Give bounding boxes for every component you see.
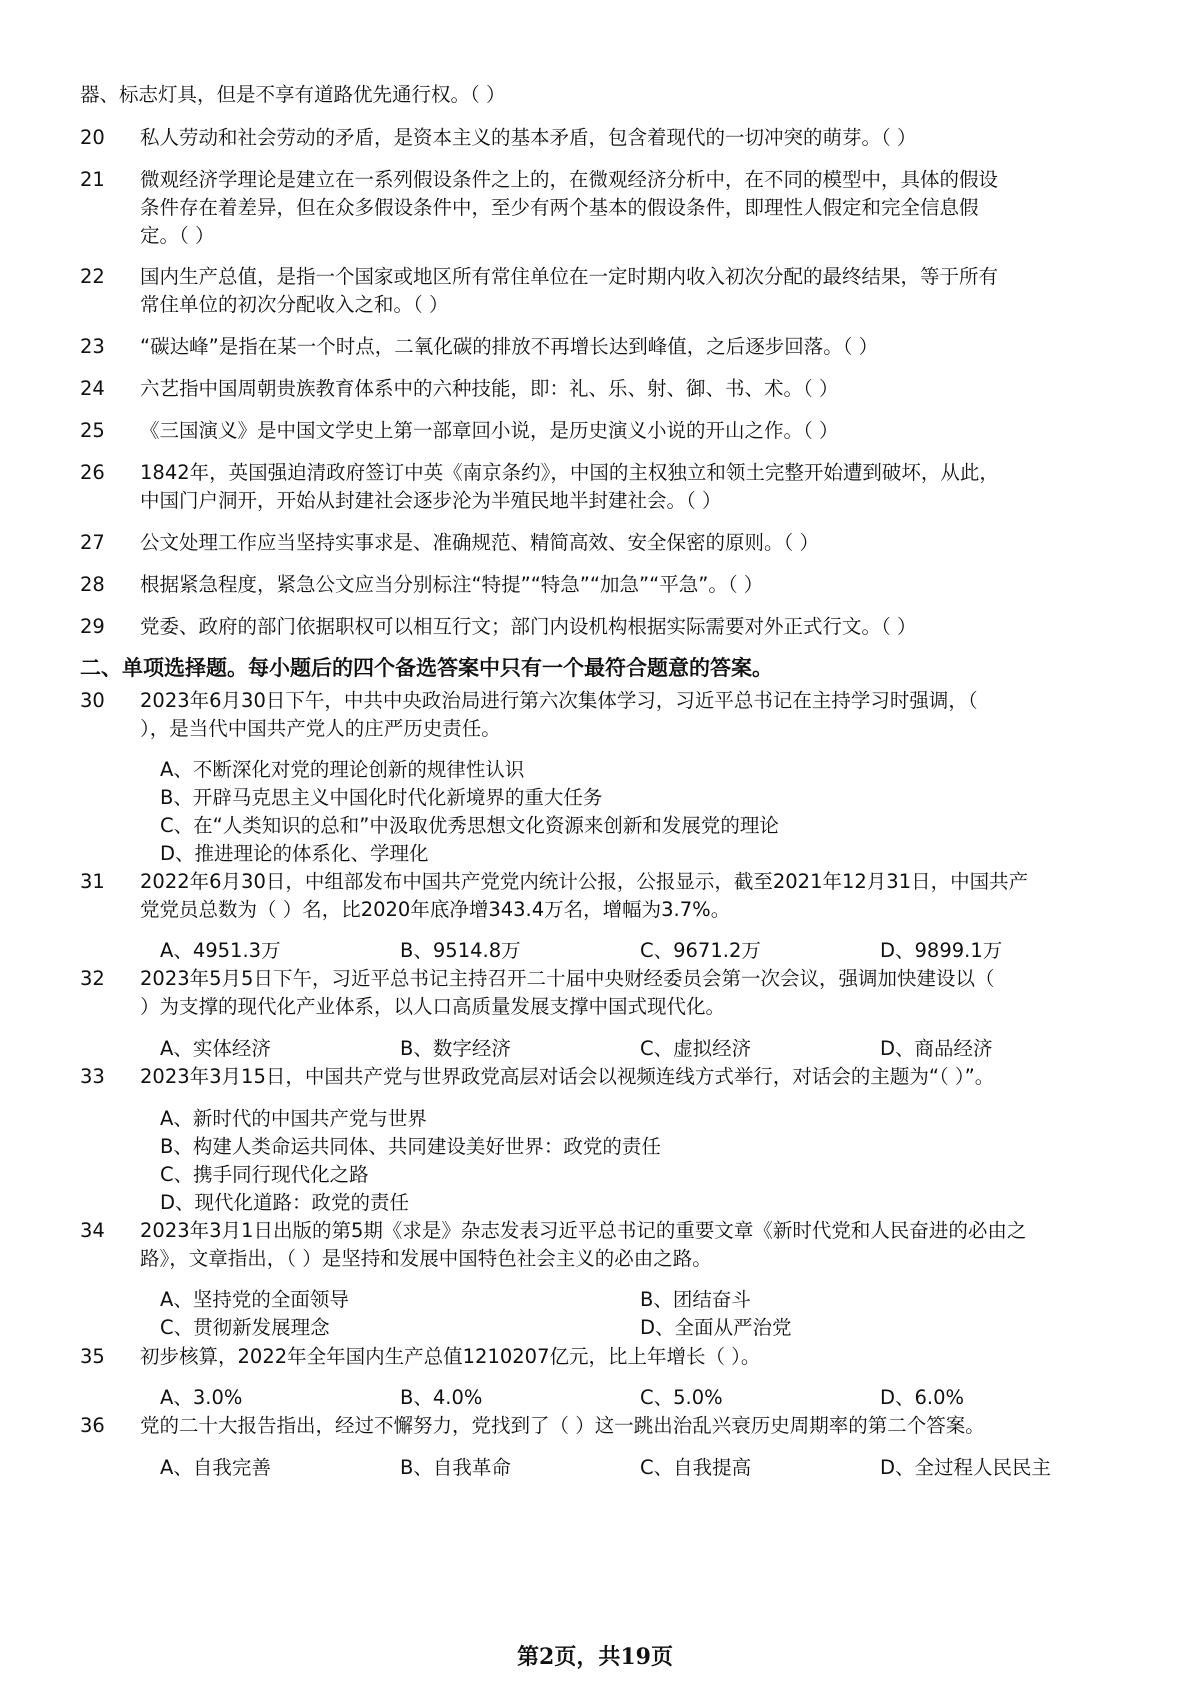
question-number: 36 xyxy=(80,1414,105,1437)
option-c: C、自我提高 xyxy=(640,1456,752,1479)
question-text: “碳达峰”是指在某一个时点，二氧化碳的排放不再增长达到峰值，之后逐步回落。（ ） xyxy=(140,335,879,358)
option-d: D、现代化道路：政党的责任 xyxy=(160,1191,410,1214)
option-d: D、全面从严治党 xyxy=(640,1316,792,1339)
question-text: 微观经济学理论是建立在一系列假设条件之上的，在微观经济分析中，在不同的模型中，具体的假设 xyxy=(140,168,999,191)
question-text: ）为支撑的现代化产业体系，以人口高质量发展支撑中国式现代化。 xyxy=(140,995,726,1018)
option-a: A、坚持党的全面领导 xyxy=(160,1288,349,1311)
question-number: 20 xyxy=(80,126,105,149)
question-number: 26 xyxy=(80,461,105,484)
option-a: A、3.0% xyxy=(160,1386,243,1409)
question-number: 23 xyxy=(80,335,105,358)
question-number: 22 xyxy=(80,265,105,288)
question-number: 27 xyxy=(80,531,105,554)
continuation-text: 器、标志灯具，但是不享有道路优先通行权。（ ） xyxy=(80,83,506,106)
question-text: 条件存在着差异，但在众多假设条件中，至少有两个基本的假设条件，即理性人假定和完全信息假 xyxy=(140,196,979,219)
question-text: 党党员总数为（ ）名，比2020年底净增343.4万名，增幅为3.7%。 xyxy=(140,898,731,921)
option-a: A、实体经济 xyxy=(160,1037,271,1060)
question-text: 党委、政府的部门依据职权可以相互行文；部门内设机构根据实际需要对外正式行文。（ ） xyxy=(140,615,917,638)
option-d: D、推进理论的体系化、学理化 xyxy=(160,842,429,865)
question-text: 《三国演义》是中国文学史上第一部章回小说，是历史演义小说的开山之作。（ ） xyxy=(140,419,839,442)
section-title: 二、单项选择题。每小题后的四个备选答案中只有一个最符合题意的答案。 xyxy=(80,656,773,680)
question-text: 2023年3月1日出版的第5期《求是》杂志发表习近平总书记的重要文章《新时代党和人民奋进的必由之 xyxy=(140,1219,1027,1242)
option-c: C、在“人类知识的总和”中汲取优秀思想文化资源来创新和发展党的理论 xyxy=(160,814,779,837)
option-d: D、6.0% xyxy=(880,1386,965,1409)
page-footer: 第2页，共19页 xyxy=(517,1644,673,1670)
question-text: ），是当代中国共产党人的庄严历史责任。 xyxy=(140,717,501,740)
question-number: 32 xyxy=(80,967,105,990)
option-a: A、自我完善 xyxy=(160,1456,271,1479)
question-text: 1842年，英国强迫清政府签订中英《南京条约》，中国的主权独立和领土完整开始遭到破坏，从此， xyxy=(140,461,999,484)
question-number: 35 xyxy=(80,1345,105,1368)
option-d: D、商品经济 xyxy=(880,1037,993,1060)
question-number: 34 xyxy=(80,1219,105,1242)
question-number: 29 xyxy=(80,615,105,638)
option-d: D、全过程人民民主 xyxy=(880,1456,1052,1479)
question-text: 公文处理工作应当坚持实事求是、准确规范、精简高效、安全保密的原则。（ ） xyxy=(140,531,819,554)
option-b: B、自我革命 xyxy=(400,1456,511,1479)
question-text: 根据紧急程度，紧急公文应当分别标注“特提”“特急”“加急”“平急”。（ ） xyxy=(140,573,764,596)
option-b: B、开辟马克思主义中国化时代化新境界的重大任务 xyxy=(160,786,603,809)
option-c: C、贯彻新发展理念 xyxy=(160,1316,330,1339)
question-number: 28 xyxy=(80,573,105,596)
question-text: 常住单位的初次分配收入之和。（ ） xyxy=(140,293,449,316)
question-text: 路》，文章指出，（ ）是坚持和发展中国特色社会主义的必由之路。 xyxy=(140,1247,712,1270)
question-number: 33 xyxy=(80,1065,105,1088)
option-a: A、不断深化对党的理论创新的规律性认识 xyxy=(160,758,525,781)
question-text: 2023年6月30日下午，中共中央政治局进行第六次集体学习，习近平总书记在主持学习时强调，（ xyxy=(140,689,978,712)
option-b: B、9514.8万 xyxy=(400,939,521,962)
option-d: D、9899.1万 xyxy=(880,939,1003,962)
option-a: A、新时代的中国共产党与世界 xyxy=(160,1107,427,1130)
question-text: 国内生产总值，是指一个国家或地区所有常住单位在一定时期内收入初次分配的最终结果，等于所有 xyxy=(140,265,999,288)
question-text: 党的二十大报告指出，经过不懈努力，党找到了（ ）这一跳出治乱兴衰历史周期率的第二个答案。 xyxy=(140,1414,985,1437)
option-b: B、数字经济 xyxy=(400,1037,511,1060)
question-text: 2022年6月30日，中组部发布中国共产党党内统计公报，公报显示，截至2021年12月31日，中国共产 xyxy=(140,870,1029,893)
question-text: 初步核算，2022年全年国内生产总值1210207亿元，比上年增长（ ）。 xyxy=(140,1345,761,1368)
question-text: 定。（ ） xyxy=(140,224,215,247)
question-number: 31 xyxy=(80,870,105,893)
option-a: A、4951.3万 xyxy=(160,939,281,962)
option-b: B、团结奋斗 xyxy=(640,1288,751,1311)
option-b: B、构建人类命运共同体、共同建设美好世界：政党的责任 xyxy=(160,1135,661,1158)
option-c: C、5.0% xyxy=(640,1386,723,1409)
option-b: B、4.0% xyxy=(400,1386,483,1409)
question-text: 2023年5月5日下午，习近平总书记主持召开二十届中央财经委员会第一次会议，强调加快建设以（ xyxy=(140,967,995,990)
question-number: 24 xyxy=(80,377,105,400)
option-c: C、虚拟经济 xyxy=(640,1037,752,1060)
question-text: 2023年3月15日，中国共产党与世界政党高层对话会以视频连线方式举行，对话会的主题为“（ ）”。 xyxy=(140,1065,995,1088)
question-number: 25 xyxy=(80,419,105,442)
option-c: C、携手同行现代化之路 xyxy=(160,1163,369,1186)
question-number: 21 xyxy=(80,168,105,191)
option-c: C、9671.2万 xyxy=(640,939,761,962)
question-number: 30 xyxy=(80,689,105,712)
question-text: 六艺指中国周朝贵族教育体系中的六种技能，即：礼、乐、射、御、书、术。（ ） xyxy=(140,377,839,400)
question-text: 中国门户洞开，开始从封建社会逐步沦为半殖民地半封建社会。（ ） xyxy=(140,489,722,512)
question-text: 私人劳动和社会劳动的矛盾，是资本主义的基本矛盾，包含着现代的一切冲突的萌芽。（ ） xyxy=(140,126,917,149)
